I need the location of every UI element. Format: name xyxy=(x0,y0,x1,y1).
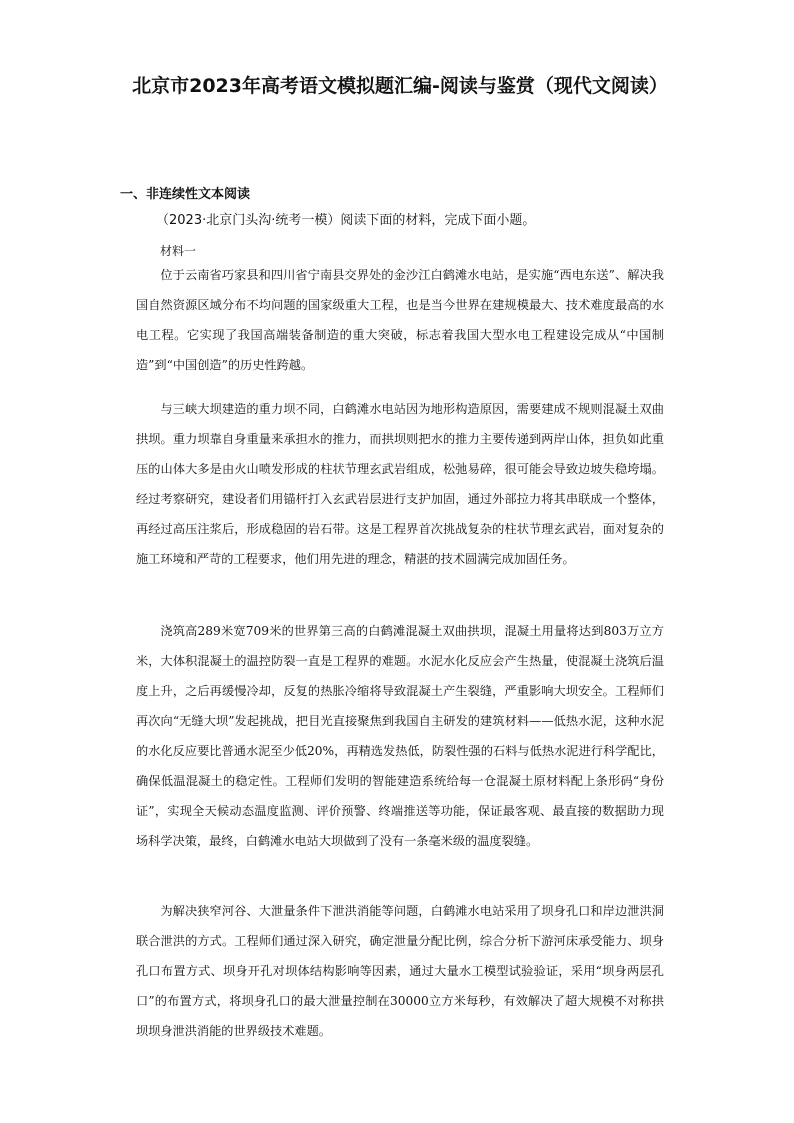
paragraph-4: 为解决狭窄河谷、大泄量条件下泄洪消能等问题，白鹤滩水电站采用了坝身孔口和岸边泄洪洞联合泄洪的方式。工程师们通过深入研究，确定泄量分配比例，综合分析下游河床承受能力、坝身孔口布置方式、坝身开孔对坝体结构影响等因素，通过大量水工模型试验验证，采用“坝身两层孔口”的布置方式，将坝身孔口的最大泄量控制在30000立方米每秒，有效解决了超大规模不对称拱坝坝身泄洪消能的世界级技术难题。 xyxy=(136,904,664,1038)
paragraph-1: 位于云南省巧家县和四川省宁南县交界处的金沙江白鹤滩水电站，是实施“西电东送”、解决我国自然资源区域分布不均问题的国家级重大工程，也是当今世界在建规模最大、技术难度最高的水电工程。它实现了我国高端装备制造的重大突破，标志着我国大型水电工程建设完成从“中国制造”到“中国创造”的历史性跨越。 xyxy=(136,268,664,372)
section-heading: 一、非连续性文本阅读 xyxy=(120,187,251,202)
material-label: 材料一 xyxy=(160,244,197,258)
paragraph-2: 与三峡大坝建造的重力坝不同，白鹤滩水电站因为地形构造原因，需要建成不规则混凝土双曲拱坝。重力坝靠自身重量来承担水的推力，而拱坝则把水的推力主要传递到两岸山体，担负如此重压的山体大多是由火山喷发形成的柱状节理玄武岩组成，松弛易碎，很可能会导致边坡失稳垮塌。经过考察研究，建设者们用锚杆打入玄武岩层进行支护加固，通过外部拉力将其串联成一个整体，再经过高压注浆后，形成稳固的岩石带。这是工程界首次挑战复杂的柱状节理玄武岩，面对复杂的施工环境和严苛的工程要求，他们用先进的理念，精湛的技术圆满完成加固任务。 xyxy=(136,402,664,566)
document-title: 北京市2023年高考语文模拟题汇编-阅读与鉴赏（现代文阅读） xyxy=(132,75,668,97)
question-source-line: （2023·北京门头沟·统考一模）阅读下面的材料，完成下面小题。 xyxy=(156,213,536,228)
paragraph-3: 浇筑高289米宽709米的世界第三高的白鹤滩混凝土双曲拱坝，混凝土用量将达到803万立方米，大体积混凝土的温控防裂一直是工程界的难题。水泥水化反应会产生热量，使混凝土浇筑后温度上升，之后再缓慢冷却，反复的热胀冷缩将导致混凝土产生裂缝，严重影响大坝安全。工程师们再次向“无缝大坝”发起挑战，把目光直接聚焦到我国自主研发的建筑材料——低热水泥，这种水泥的水化反应要比普通水泥至少低20%，再精选发热低，防裂性强的石料与低热水泥进行科学配比，确保低温混凝土的稳定性。工程师们发明的智能建造系统给每一仓混凝土原材料配上条形码“身份证”，实现全天候动态温度监测、评价预警、终端推送等功能，保证最客观、最直接的数据助力现场科学决策，最终，白鹤滩水电站大坝做到了没有一条毫米级的温度裂缝。 xyxy=(136,624,664,848)
